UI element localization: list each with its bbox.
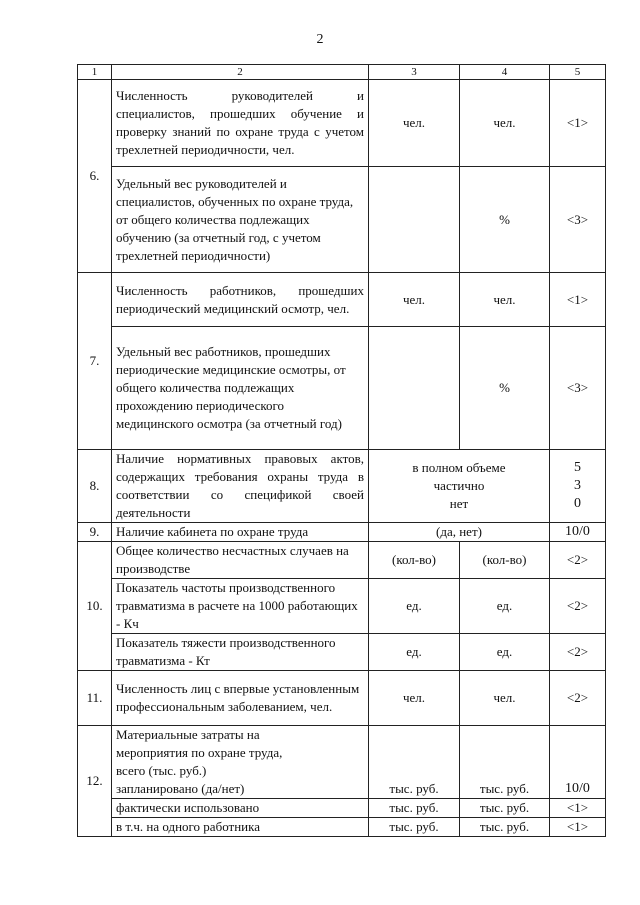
table-row <box>78 80 606 167</box>
table-row <box>78 450 606 523</box>
unit-col-3: чел. <box>369 671 460 726</box>
row-number: 10. <box>78 542 112 671</box>
indicator-text: Удельный вес работников, прошедших периодические медицинские осмотры, от общего количества подлежащих прохождению периодического медицинского осмотра (за отчетный год) <box>112 327 369 450</box>
unit-col-3: тыс. руб. <box>369 818 460 837</box>
table-row <box>78 799 606 818</box>
score-full: 5 <box>574 460 581 475</box>
indicator-text: в т.ч. на одного работника <box>112 818 369 837</box>
row-number: 8. <box>78 450 112 523</box>
indicator-text-line: мероприятия по охране труда, <box>116 745 283 760</box>
indicator-text: Численность руководителей и специалистов, прошедших обучение и проверку знаний по охране труда с учетом трехлетней периодичности, чел. <box>112 80 369 167</box>
indicator-text-line: всего (тыс. руб.) <box>116 763 207 778</box>
score-partial: 3 <box>574 478 581 493</box>
unit-col-3 <box>369 327 460 450</box>
header-col-3: 3 <box>369 65 460 80</box>
indicator-text: Показатель тяжести производственного травматизма - Кт <box>112 634 369 671</box>
indicator-text: Численность работников, прошедших периодический медицинский осмотр, чел. <box>112 273 369 327</box>
unit-col-3: чел. <box>369 80 460 167</box>
row-number: 11. <box>78 671 112 726</box>
table-row <box>78 818 606 837</box>
unit-col-4: % <box>460 327 550 450</box>
table-row <box>78 327 606 450</box>
indicator-text: Наличие кабинета по охране труда <box>112 523 369 542</box>
indicator-text: Общее количество несчастных случаев на производстве <box>112 542 369 579</box>
indicator-text: Наличие нормативных правовых актов, содержащих требования охраны труда в соответствии со спецификой своей деятельности <box>112 450 369 523</box>
note-col-5: 10/0 <box>550 726 606 799</box>
unit-col-4: ед. <box>460 579 550 634</box>
note-col-5: 10/0 <box>550 523 606 542</box>
table-header-row <box>78 65 606 80</box>
note-col-5: <3> <box>550 167 606 273</box>
option-partial: частично <box>433 478 485 493</box>
unit-col-4: чел. <box>460 671 550 726</box>
compliance-scores <box>550 450 606 523</box>
unit-col-4: ед. <box>460 634 550 671</box>
row-number: 12. <box>78 726 112 837</box>
table-row <box>78 167 606 273</box>
table-row <box>78 273 606 327</box>
indicator-text: фактически использовано <box>112 799 369 818</box>
unit-col-4: тыс. руб. <box>460 799 550 818</box>
row-number: 9. <box>78 523 112 542</box>
note-col-5: <2> <box>550 542 606 579</box>
note-col-5: <2> <box>550 579 606 634</box>
unit-col-4: % <box>460 167 550 273</box>
compliance-options <box>369 450 550 523</box>
unit-col-3: ед. <box>369 579 460 634</box>
indicators-table <box>77 64 606 837</box>
unit-col-4: чел. <box>460 273 550 327</box>
header-col-4: 4 <box>460 65 550 80</box>
indicator-text <box>112 726 369 799</box>
table-row <box>78 523 606 542</box>
unit-col-4: (кол-во) <box>460 542 550 579</box>
unit-col-3: тыс. руб. <box>369 799 460 818</box>
unit-col-3: ед. <box>369 634 460 671</box>
indicator-text-line: Материальные затраты на <box>116 727 260 742</box>
score-none: 0 <box>574 496 581 511</box>
row-number: 7. <box>78 273 112 450</box>
unit-col-3: чел. <box>369 273 460 327</box>
header-col-5: 5 <box>550 65 606 80</box>
note-col-5: <1> <box>550 799 606 818</box>
unit-col-3 <box>369 167 460 273</box>
unit-col-4: тыс. руб. <box>460 818 550 837</box>
row-number: 6. <box>78 80 112 273</box>
table-row <box>78 579 606 634</box>
header-col-1: 1 <box>78 65 112 80</box>
note-col-5: <3> <box>550 327 606 450</box>
table-row <box>78 671 606 726</box>
header-col-2: 2 <box>112 65 369 80</box>
table-row <box>78 542 606 579</box>
indicator-text: Численность лиц с впервые установленным профессиональным заболеванием, чел. <box>112 671 369 726</box>
note-col-5: <2> <box>550 671 606 726</box>
indicator-text: Показатель частоты производственного травматизма в расчете на 1000 работающих - Кч <box>112 579 369 634</box>
note-col-5: <2> <box>550 634 606 671</box>
note-col-5: <1> <box>550 80 606 167</box>
unit-col-3: (кол-во) <box>369 542 460 579</box>
table-row <box>78 726 606 799</box>
page-number: 2 <box>316 32 324 47</box>
note-col-5: <1> <box>550 273 606 327</box>
table-row <box>78 634 606 671</box>
unit-col-4: тыс. руб. <box>460 726 550 799</box>
option-none: нет <box>449 496 469 511</box>
unit-col-4: чел. <box>460 80 550 167</box>
unit-col-3: тыс. руб. <box>369 726 460 799</box>
yes-no-value: (да, нет) <box>369 523 550 542</box>
indicator-text-line: запланировано (да/нет) <box>116 781 245 796</box>
option-full: в полном объеме <box>412 460 506 475</box>
indicator-text: Удельный вес руководителей и специалистов, обученных по охране труда, от общего количества подлежащих обучению (за отчетный год, с учетом трехлетней периодичности) <box>112 167 369 273</box>
note-col-5: <1> <box>550 818 606 837</box>
